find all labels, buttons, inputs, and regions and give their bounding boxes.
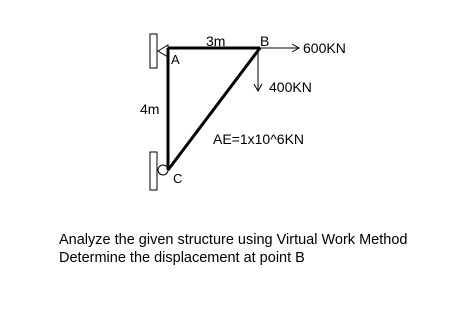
stiffness-label: AE=1x10^6KN: [213, 131, 305, 147]
support-a: [150, 34, 168, 68]
problem-statement: [59, 231, 449, 267]
load-vertical-label: 400KN: [269, 79, 312, 95]
support-a-wall: [150, 34, 157, 68]
support-c-wall: [150, 152, 157, 190]
member-bc: [168, 48, 260, 170]
problem-line-1: Analyze the given structure using Virtual Work Method: [59, 232, 408, 248]
node-c-label: C: [173, 171, 183, 186]
dimension-side-label: 4m: [140, 101, 160, 117]
node-a-label: A: [171, 52, 180, 67]
support-c: [150, 152, 168, 190]
node-b-label: B: [260, 33, 270, 49]
problem-line-2: Determine the displacement at point B: [59, 250, 305, 266]
load-horizontal-label: 600KN: [303, 40, 346, 56]
dimension-top-label: 3m: [206, 33, 226, 49]
